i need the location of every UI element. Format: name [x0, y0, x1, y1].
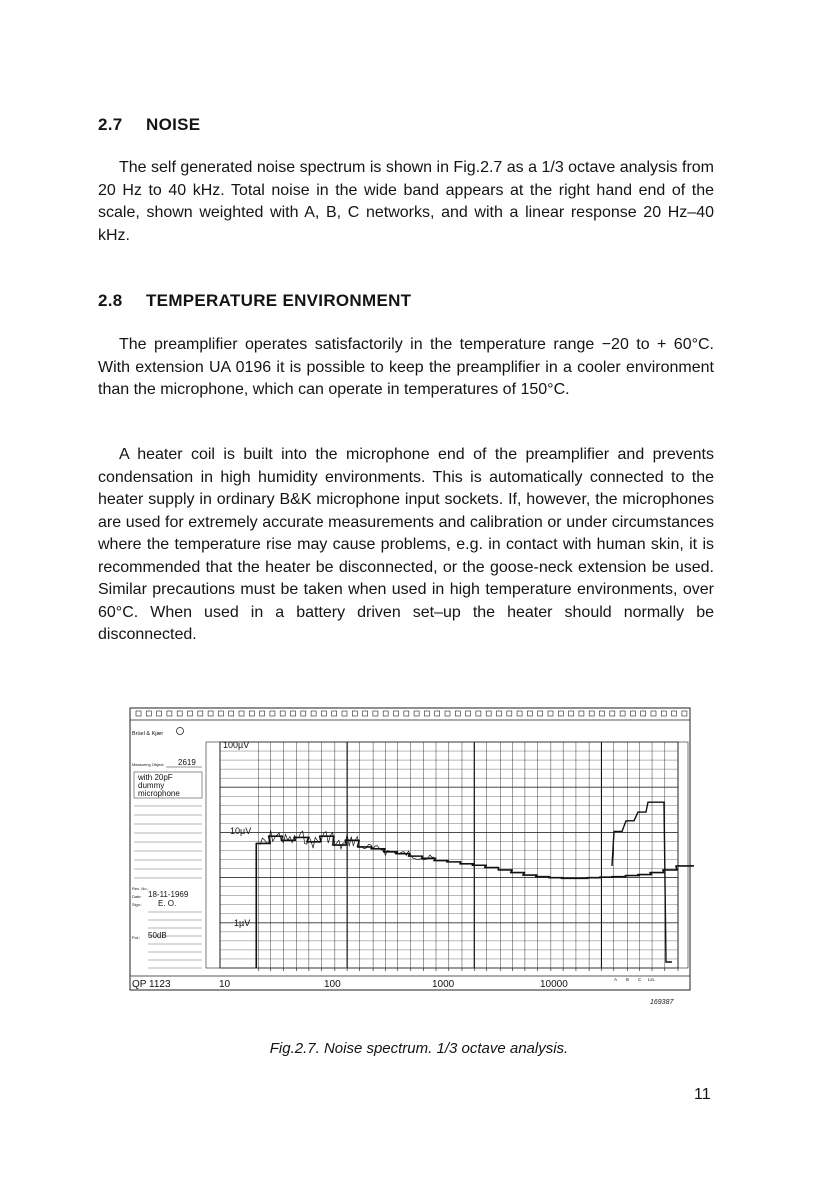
level-label-1uV: 1µV	[234, 918, 251, 928]
section-heading-noise	[98, 115, 200, 135]
weighting-b-label: B	[626, 977, 630, 982]
noise-spectrum-figure	[126, 702, 694, 1014]
measuring-object-label: Measuring Object:	[132, 762, 165, 767]
temperature-paragraph-1: The preamplifier operates satisfactorily in the temperature range −20 to + 60°C. With extension UA 0196 it is possible to keep the preamplifier in a cooler environment than the microphone, which can operate in temperatures of 150°C.	[98, 336, 714, 398]
measuring-object-value: 2619	[178, 758, 196, 767]
freq-label-100: 100	[324, 979, 341, 990]
chart-paper	[130, 708, 690, 990]
form-code: QP 1123	[132, 979, 171, 990]
rec-no-label: Rec. No.:	[132, 886, 149, 891]
sign-value: E. O.	[158, 899, 177, 908]
freq-label-1000: 1000	[432, 979, 455, 990]
section-heading-temperature	[98, 291, 411, 311]
note-line: with 20pF	[138, 773, 173, 782]
note-line: dummy	[138, 781, 165, 790]
level-label-10uV: 10µV	[230, 826, 252, 836]
pot-value: 50dB	[148, 931, 167, 940]
section-number: 2.7	[98, 115, 123, 134]
brand-label: Brüel & Kjær	[132, 731, 164, 737]
note-line: microphone	[138, 789, 180, 798]
level-label-100uV: 100µV	[223, 740, 250, 750]
page-number: 11	[694, 1086, 711, 1103]
freq-label-10000: 10000	[540, 979, 568, 990]
stamp-number: 169387	[650, 999, 674, 1006]
sign-label: Sign.:	[132, 902, 143, 907]
temperature-paragraph-2: A heater coil is built into the microphone end of the preamplifier and prevents condensation in high humidity environments. This is automatically connected to the heater supply in ordinary B&K microphone input sockets. If, however, the microphones are used for extremely accurate measurements and calibration or under circumstances where the temperature rise may cause problems, e.g. in contact with human skin, it is recommended that the heater be disconnected, or the goose-neck extension be used. Similar precautions must be taken when used in high temperature environments, over 60°C. When used in a battery driven set–up the heater should normally be disconnected.	[98, 446, 714, 643]
date-label: Date:	[132, 894, 142, 899]
noise-paragraph: The self generated noise spectrum is shown in Fig.2.7 as a 1/3 octave analysis from 20 Hz to 40 kHz. Total noise in the wide band appears at the right hand end of the scale, shown weighted with A, B, C networks, and with a linear response 20 Hz–40 kHz.	[98, 159, 714, 244]
section-title: TEMPERATURE ENVIRONMENT	[146, 291, 412, 310]
pot-label: Pot.:	[132, 935, 141, 940]
section-title: NOISE	[146, 115, 201, 134]
weighting-c-label: C	[638, 977, 642, 982]
section-number: 2.8	[98, 291, 123, 310]
date-value: 18-11-1969	[148, 890, 189, 899]
figure-caption: Fig.2.7. Noise spectrum. 1/3 octave analysis.	[269, 1040, 569, 1057]
weighting-a-label: A	[614, 977, 618, 982]
weighting-lin-label: Lin.	[648, 977, 656, 982]
freq-label-10: 10	[219, 979, 231, 990]
